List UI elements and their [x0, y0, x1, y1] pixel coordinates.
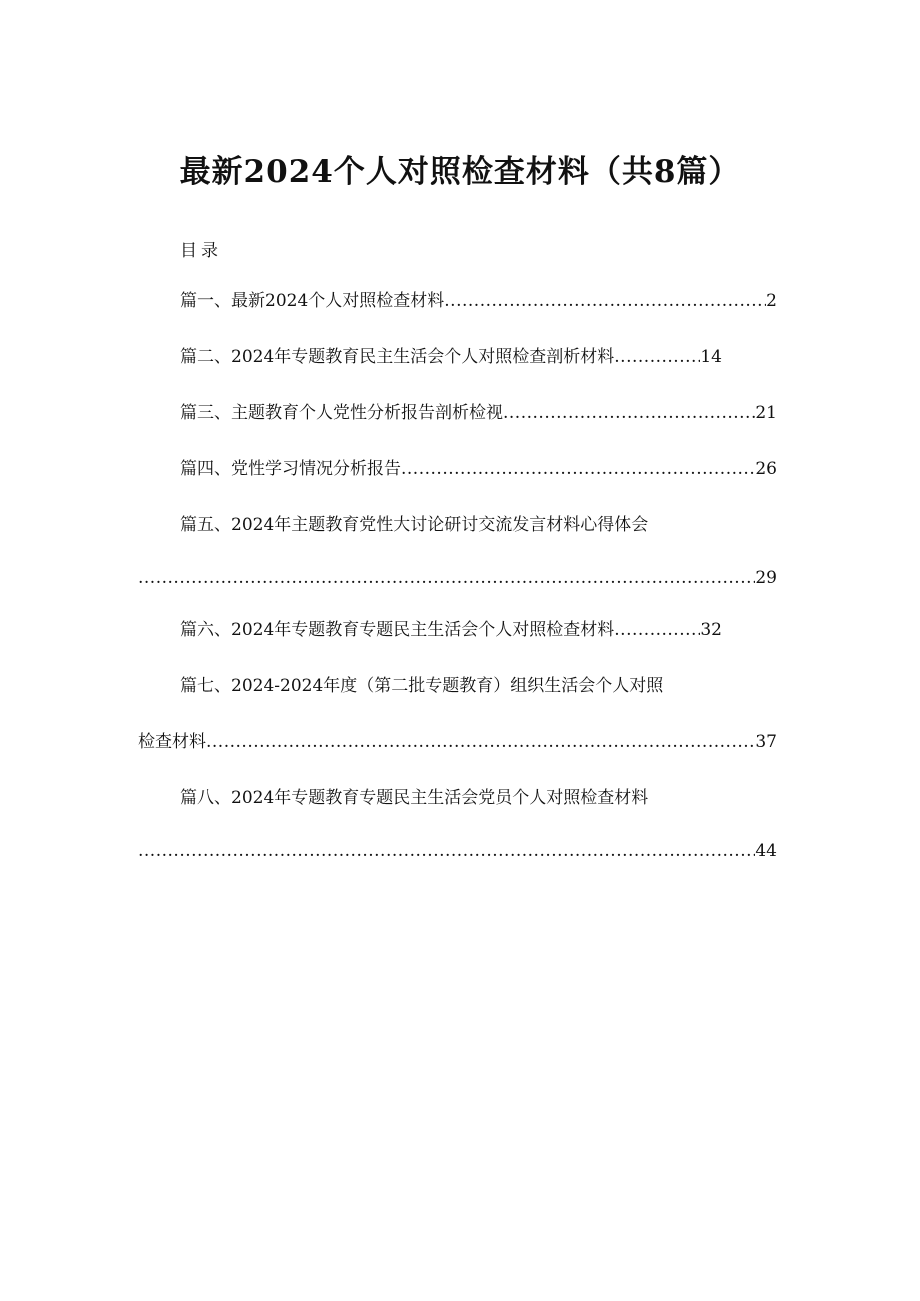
toc-entry-title: 篇六、2024年专题教育专题民主生活会个人对照检查材料	[180, 620, 615, 640]
toc-leader-dots	[614, 345, 700, 369]
toc-page-number: 29	[755, 568, 777, 588]
toc-page-number: 14	[700, 347, 722, 367]
toc-entry-title: 篇三、主题教育个人党性分析报告剖析检视	[180, 403, 503, 423]
toc-page-number: 26	[755, 459, 777, 479]
toc-page-number: 37	[755, 732, 777, 752]
toc-entry-title: 篇一、最新2024个人对照检查材料	[180, 291, 445, 311]
toc-entry-title: 篇二、2024年专题教育民主生活会个人对照检查剖析材料	[180, 347, 615, 367]
toc-page-number: 32	[700, 620, 722, 640]
toc-entry-8-title-line[interactable]	[180, 786, 777, 810]
toc-leader-dots	[503, 401, 755, 425]
toc-leader-dots	[614, 618, 700, 642]
toc-entry-title: 篇五、2024年主题教育党性大讨论研讨交流发言材料心得体会	[180, 515, 649, 535]
toc-entry-title: 篇七、2024-2024年度（第二批专题教育）组织生活会个人对照	[180, 676, 664, 696]
toc-entry-5-title-line[interactable]	[180, 513, 777, 537]
toc-entry-6[interactable]	[180, 618, 722, 642]
toc-heading: 目录	[180, 241, 222, 261]
toc-leader-dots	[138, 839, 755, 863]
toc-leader-dots	[206, 730, 755, 754]
toc-entry-title-continued: 检查材料	[138, 732, 206, 752]
toc-leader-dots	[138, 566, 755, 590]
toc-page-number: 44	[755, 841, 777, 861]
document-title: 最新2024个人对照检查材料（共8篇）	[179, 154, 741, 190]
toc-leader-dots	[401, 457, 755, 481]
toc-page-number: 21	[755, 403, 777, 423]
toc-entry-5-page-line[interactable]	[138, 566, 777, 590]
toc-entry-1[interactable]	[180, 289, 777, 313]
toc-entry-3[interactable]	[180, 401, 777, 425]
toc-entry-4[interactable]	[180, 457, 777, 481]
toc-entry-title: 篇八、2024年专题教育专题民主生活会党员个人对照检查材料	[180, 788, 649, 808]
toc-page-number: 2	[766, 291, 777, 311]
toc-entry-7-page-line[interactable]	[138, 730, 777, 754]
toc-entry-7-title-line[interactable]	[180, 674, 777, 698]
toc-entry-2[interactable]	[180, 345, 722, 369]
toc-leader-dots	[444, 289, 766, 313]
toc-entry-title: 篇四、党性学习情况分析报告	[180, 459, 401, 479]
toc-entry-8-page-line[interactable]	[138, 839, 777, 863]
